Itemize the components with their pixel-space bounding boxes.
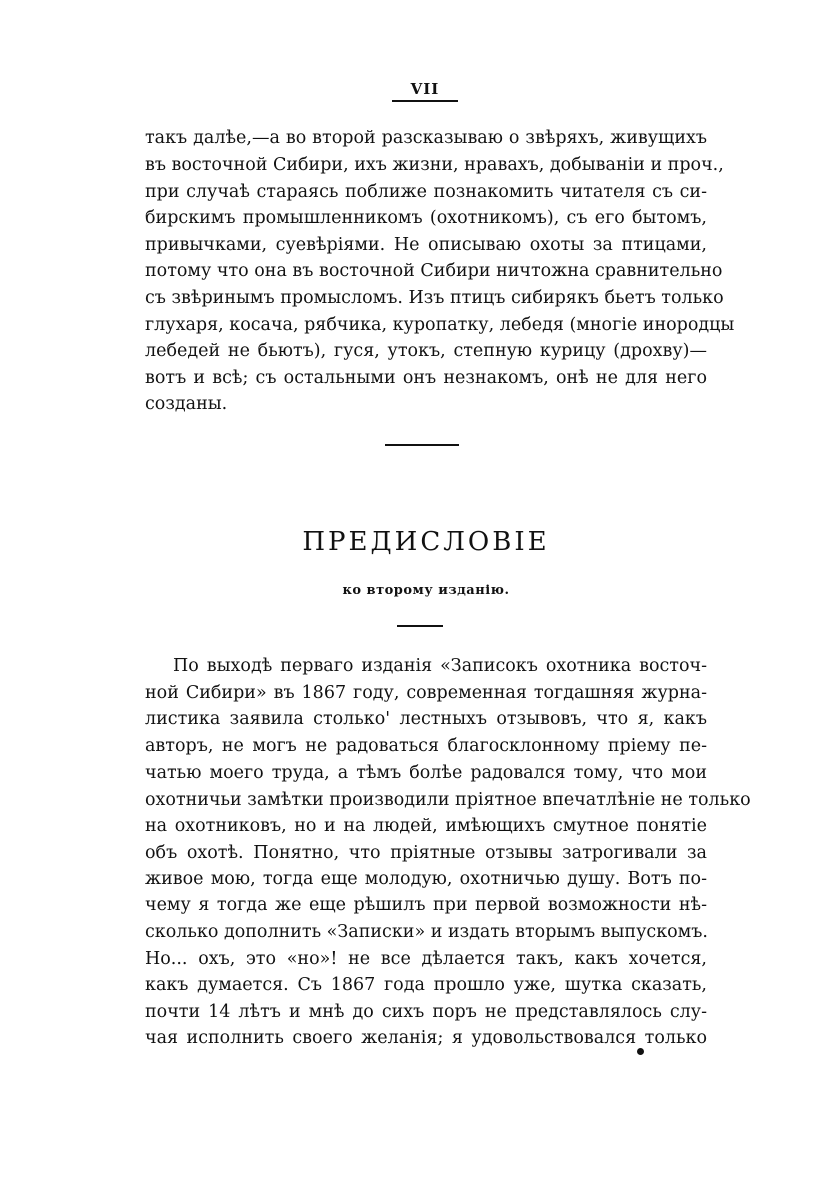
- text-line: въ восточной Сибири, ихъ жизни, нравахъ, добываніи и проч.,: [145, 155, 724, 175]
- text-line: сколько дополнить «Записки» и издать вторымъ выпускомъ.: [145, 922, 708, 942]
- ink-mark: [637, 1048, 644, 1055]
- text-line: при случаѣ стараясь поближе познакомить читателя съ си-: [145, 182, 707, 202]
- text-line: бирскимъ промышленникомъ (охотникомъ), съ его бытомъ,: [145, 208, 707, 228]
- text-line: привычками, суевѣріями. Не описываю охоты за птицами,: [145, 235, 707, 255]
- text-line: Но... охъ, это «но»! не все дѣлается такъ, какъ хочется,: [145, 949, 707, 969]
- text-line: чему я тогда же еще рѣшилъ при первой возможности нѣ-: [145, 895, 707, 915]
- text-line: какъ думается. Съ 1867 года прошло уже, шутка сказать,: [145, 975, 707, 995]
- text-line: почти 14 лѣтъ и мнѣ до сихъ поръ не представлялось слу-: [145, 1002, 707, 1022]
- text-line: ной Сибири» въ 1867 году, современная тогдашняя журна-: [145, 683, 707, 703]
- heading-divider: [397, 625, 443, 627]
- text-line: такъ далѣе,—а во второй разсказываю о звѣряхъ, живущихъ: [145, 128, 707, 148]
- text-line: живое мою, тогда еще молодую, охотничью душу. Вотъ по-: [145, 869, 707, 889]
- text-line: вотъ и всѣ; съ остальными онъ незнакомъ, онѣ не для него: [145, 368, 707, 388]
- preface-title: ПРЕДИСЛОВІЕ: [302, 527, 550, 557]
- text-line: съ звѣринымъ промысломъ. Изъ птицъ сибирякъ бьетъ только: [145, 288, 724, 308]
- text-line: лебедей не бьютъ), гуся, утокъ, степную курицу (дрохву)—: [145, 341, 707, 361]
- text-line: авторъ, не могъ не радоваться благосклонному пріему пе-: [145, 736, 707, 756]
- page-number: VII: [410, 80, 440, 98]
- section-divider: [385, 444, 459, 446]
- text-line: листика заявила столько' лестныхъ отзывовъ, что я, какъ: [145, 709, 707, 729]
- text-line: охотничьи замѣтки производили пріятное впечатлѣніе не только: [145, 790, 751, 810]
- text-line: потому что она въ восточной Сибири ничтожна сравнительно: [145, 261, 723, 281]
- page-number-rule: [392, 100, 458, 102]
- text-line: на охотниковъ, но и на людей, имѣющихъ смутное понятіе: [145, 816, 707, 836]
- text-line: объ охотѣ. Понятно, что пріятные отзывы затрогивали за: [145, 843, 707, 863]
- preface-subtitle: ко второму изданію.: [342, 583, 510, 598]
- text-line: чая исполнить своего желанія; я удовольствовался только: [145, 1028, 707, 1048]
- text-line: чатью моего труда, а тѣмъ болѣе радовался тому, что мои: [145, 763, 707, 783]
- text-line: По выходѣ перваго изданія «Записокъ охотника восточ-: [173, 656, 707, 676]
- text-line: созданы.: [145, 394, 228, 414]
- text-line: глухаря, косача, рябчика, куропатку, лебедя (многіе инородцы: [145, 315, 735, 335]
